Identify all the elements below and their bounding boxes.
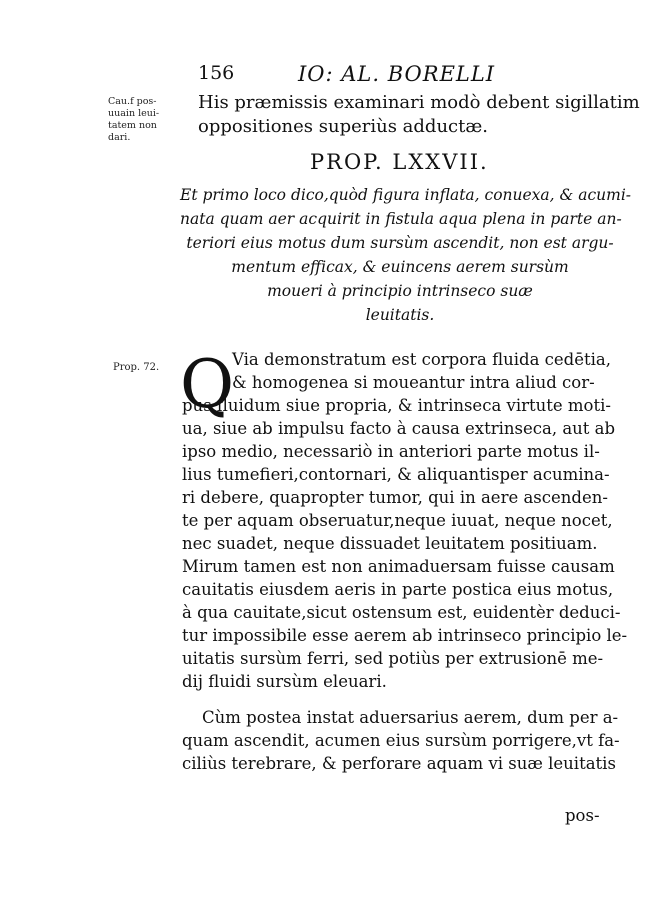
body-line: ri debere, quapropter tumor, qui in aere ascenden- [182,488,608,507]
body-line: Via demonstratum est corpora fluida cedētia, [232,350,612,369]
page-number: 156 [198,62,235,84]
summary-line: mentum efficax, & euincens aerem sursùm [231,258,569,276]
body-line: tur impossibile esse aerem ab intrinseco principio le- [182,626,628,645]
body-line: à qua cauitate,sicut ostensum est, euidentèr deduci- [182,603,621,622]
margin-note-line: Cau.f pos- [108,96,157,107]
intro-line: oppositiones superiùs adductæ. [198,116,488,137]
body-line: lius tumefieri,contornari, & aliquantisper acumina- [182,465,610,484]
summary-line: nata quam aer acquirit in fistula aqua plena in parte an- [180,210,622,228]
body-line: ciliùs terebrare, & perforare aquam vi suæ leuitatis [182,754,616,773]
margin-note-line: tatem non [108,120,157,131]
body-line: Mirum tamen est non animaduersam fuisse causam [182,557,615,576]
drop-cap: Q [180,346,235,423]
catchword: pos- [565,806,600,825]
margin-reference: Prop. 72. [113,362,160,373]
summary-line: leuitatis. [365,306,435,324]
body-line: Cùm postea instat aduersarius aerem, dum per a- [202,708,619,727]
body-line: uitatis sursùm ferri, sed potiùs per extrusionē me- [182,649,604,668]
summary-line: moueri à principio intrinseco suæ [267,282,533,300]
running-head: IO: AL. BORELLI [298,62,496,86]
body-line: ua, siue ab impulsu facto à causa extrinseca, aut ab [182,419,616,438]
intro-line: His præmissis examinari modò debent sigillatim [198,92,640,113]
summary-line: Et primo loco dico,quòd figura inflata, conuexa, & acumi- [180,186,632,204]
body-line: cauitatis eiusdem aeris in parte postica eius motus, [182,580,614,599]
body-line: nec suadet, neque dissuadet leuitatem positiuam. [182,534,598,553]
body-line: & homogenea si moueantur intra aliud cor- [232,373,595,392]
summary-line: teriori eius motus dum sursùm ascendit, non est argu- [186,234,614,252]
body-line: ipso medio, necessariò in anteriori parte motus il- [182,442,600,461]
body-line: pus fluidum siue propria, & intrinseca virtute moti- [182,396,611,415]
body-line: quam ascendit, acumen eius sursùm porrigere,vt fa- [182,731,620,750]
body-line: dij fluidi sursùm eleuari. [182,672,387,691]
body-line: te per aquam obseruatur,neque iuuat, neque nocet, [182,511,613,530]
margin-note [108,96,186,144]
margin-note-line: dari. [108,132,131,143]
margin-note-line: uuain leui- [108,108,160,119]
proposition-title: PROP. LXXVII. [310,150,489,174]
page-header [198,62,628,92]
